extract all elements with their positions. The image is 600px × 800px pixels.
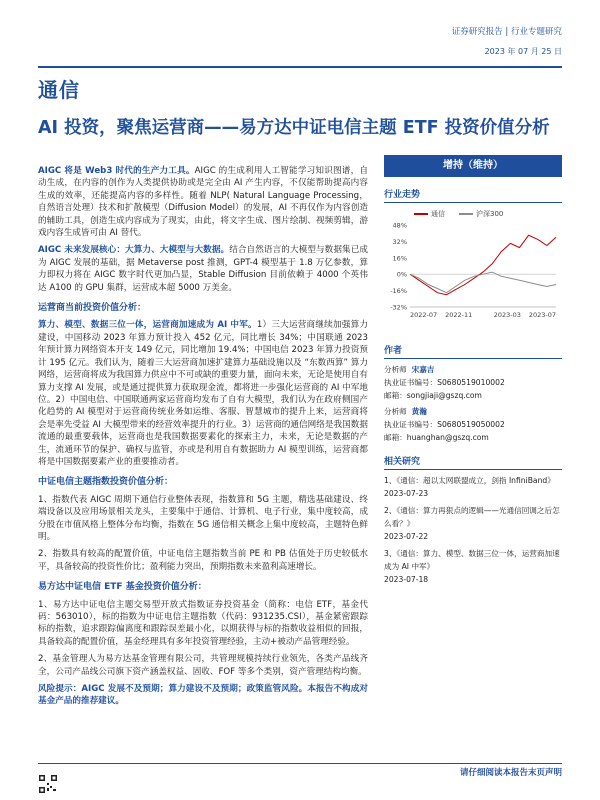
x-tick-label: 2023-03 bbox=[493, 311, 521, 319]
analyst-name: 黄瀚 bbox=[411, 407, 427, 416]
y-tick-label: 0% bbox=[396, 270, 407, 279]
rating-badge: 增持（维持） bbox=[384, 155, 562, 177]
y-tick-label: 32% bbox=[392, 237, 407, 246]
subhead-index: 中证电信主题指数投资价值分析： bbox=[38, 477, 174, 488]
cert-number: S0680519050002 bbox=[437, 420, 505, 429]
cert-label: 执业证书编号： bbox=[384, 378, 438, 387]
lead-aigc: AIGC 将是 Web3 时代的生产力工具。 bbox=[38, 166, 195, 176]
analyst-role: 分析师 bbox=[384, 365, 407, 374]
x-tick-label: 2022-07 bbox=[410, 311, 438, 319]
related-item[interactable] bbox=[384, 547, 562, 586]
mail-label: 邮箱： bbox=[384, 433, 407, 442]
report-type: 证券研究报告 | 行业专题研究 bbox=[451, 27, 562, 37]
related-date: 2023-07-22 bbox=[384, 532, 429, 541]
risk-lead: 风险提示： bbox=[38, 684, 82, 695]
y-tick-label: -32% bbox=[390, 303, 407, 312]
trend-chart bbox=[384, 219, 562, 329]
report-title: AI 投资，聚焦运营商——易方达中证电信主题 ETF 投资价值分析 bbox=[38, 118, 550, 138]
related-item[interactable] bbox=[384, 504, 562, 543]
x-tick-label: 2022-11 bbox=[445, 311, 473, 319]
footer-disclaimer[interactable]: 请仔细阅读本报告末页声明 bbox=[459, 768, 562, 778]
main-text-column bbox=[38, 165, 368, 713]
risk-warning bbox=[38, 683, 368, 708]
analyst-list bbox=[384, 363, 562, 444]
risk-body: AIGC 发展不及预期；算力建设不及预期；政策监管风险。本报告不构成对基金产品的推荐建议。 bbox=[38, 684, 368, 707]
body-operators: 1）三大运营商继续加强算力建设，中国移动 2023 年算力预计投入 452 亿元，同比增长 34%；中国联通 2023 年预计算力网络资本开支 149 亿元，同比增加 19.4%；中国电信 2023 年算力投资预计 195 亿元。我们认为，随着三大运营商加速扩建算力基础设施以及 “东数西算” 算力网络，运营商将成为我国算力供应中不可或缺的重要力量，面向未来，无论是使用自有算力支撑 AI 发展，或是通过提供算力获取现金流，都将进一步强化运营商的 AI 中军地位。2）中国电信、中国联通两家运营商均发布了自有大模型，我们认为在政府侧国产化趋势的 AI 模型对于运营商传统业务如运维、客服、智慧城市的提升上来，运营商将会是率先受益 AI 大模型带来的经营效率提升的行业。3）运营商的通信网络是我国数据流通的最重要载体，运营商也是我国数据要素化的探索主力，未来，无论是数据的产生，流通环节的保护、确权与监管，亦或是利用自有数据助力 AI 模型训练，运营商都将是中国数据要素产业的重要推动者。 bbox=[38, 320, 369, 467]
footer-divider bbox=[38, 763, 562, 764]
paragraph-operators bbox=[38, 319, 368, 468]
paragraph-core bbox=[38, 244, 368, 294]
analyst-email[interactable]: songjiaji@gszq.com bbox=[406, 391, 482, 400]
related-date: 2023-07-18 bbox=[384, 575, 429, 584]
legend-swatch-telecom bbox=[414, 213, 428, 215]
paragraph-index-1: 1、指数代表 AIGC 周期下通信行业整体表现，指数算和 5G 主题，精选基础建设、终端设备以及应用场景相关龙头，主要集中于通信、计算机、电子行业，集中度较高，成分股在市值风格上整体分布均衡，指数在 5G 通信相关概念上集中度较高，主题特色鲜明。 bbox=[38, 494, 368, 542]
related-title: 3、《通信：算力、模型、数据三位一体，运营商加速成为 AI 中军》 bbox=[384, 549, 560, 571]
analyst-1 bbox=[384, 363, 562, 402]
sidebar bbox=[384, 155, 562, 590]
lead-core: AIGC 未来发展核心：大算力、大模型与大数据。 bbox=[38, 245, 230, 256]
analyst-2 bbox=[384, 405, 562, 444]
related-date: 2023-07-23 bbox=[384, 489, 429, 498]
header-meta bbox=[452, 26, 562, 58]
trend-heading: 行业走势 bbox=[384, 187, 562, 203]
legend-swatch-csi300 bbox=[459, 213, 473, 215]
paragraph-etf-1: 1、易方达中证电信主题交易型开放式指数证券投资基金（简称：电信 ETF，基金代码：563010），标的指数为中证电信主题指数（代码：931235.CSI），基金紧密跟踪标的指数，追求跟踪偏离度和跟踪误差最小化，以期获得与标的指数收益相似的回报，具备较高的配置价值，基金经理具有多年投资管理经验，主动+被动产品管理经验。 bbox=[38, 599, 368, 647]
related-title: 2、《通信：算力再狠点的逻辑——光通信回调之后怎么看？》 bbox=[384, 506, 560, 528]
y-tick-label: 16% bbox=[392, 254, 407, 263]
cert-label: 执业证书编号： bbox=[384, 420, 438, 429]
x-tick-label: 2023-07 bbox=[528, 311, 556, 319]
legend-label-telecom: 通信 bbox=[431, 210, 445, 218]
analyst-name: 宋嘉吉 bbox=[411, 365, 435, 374]
report-date: 2023 年 07 月 25 日 bbox=[484, 47, 562, 56]
mail-label: 邮箱： bbox=[384, 391, 407, 400]
y-tick-label: 48% bbox=[392, 221, 407, 230]
sector-title: 通信 bbox=[38, 78, 80, 102]
legend-label-csi300: 沪深300 bbox=[476, 210, 504, 218]
related-list bbox=[384, 474, 562, 586]
body-core: 结合自然语言的大模型与数据集已成为 AIGC 发展的基础，据 Metaverse post 推测，GPT-4 模型基于 1.8 万亿参数，算力即权力将在 AIGC 数字时代更加凸显，Stable Diffusion 目前依赖于 4000 个英伟达 A100 的 GPU 集群，运营成本超 5000 万美金。 bbox=[38, 245, 368, 293]
analyst-email[interactable]: huanghan@gszq.com bbox=[406, 433, 489, 442]
legend-item-csi300 bbox=[459, 209, 503, 219]
related-title: 1、《通信：超以太网联盟成立，剑指 InfiniBand》 bbox=[384, 476, 555, 485]
paragraph-index-2: 2、指数具有较高的配置价值，中证电信主题指数当前 PE 和 PB 估值处于历史较低水平，具备较高的投资性价比；盈利能力突出，预期指数未来盈利高速增长。 bbox=[38, 549, 368, 572]
y-tick-label: -16% bbox=[390, 287, 407, 296]
series-line bbox=[410, 272, 556, 293]
related-item[interactable] bbox=[384, 474, 562, 500]
subhead-operators: 运营商当前投资价值分析： bbox=[38, 303, 147, 314]
subhead-etf: 易方达中证电信 ETF 基金投资价值分析： bbox=[38, 582, 207, 593]
analyst-heading: 作者 bbox=[384, 343, 562, 359]
analyst-role: 分析师 bbox=[384, 407, 407, 416]
legend-item-telecom bbox=[414, 209, 445, 219]
paragraph-aigc bbox=[38, 165, 368, 239]
related-heading: 相关研究 bbox=[384, 454, 562, 470]
header-divider bbox=[38, 66, 562, 68]
chart-legend bbox=[384, 209, 562, 219]
lead-operators: 算力、模型、数据三位一体，运营商加速成为 AI 中军。 bbox=[38, 320, 257, 331]
cert-number: S0680519010002 bbox=[437, 378, 505, 387]
paragraph-etf-2: 2、基金管理人为易方达基金管理有限公司，共管理规模持续行业领先，各类产品线齐全，公司产品线公司旗下资产涵盖权益、固收、FOF 等多个类别，资产管理结构均衡。 bbox=[38, 654, 368, 677]
body-aigc: AIGC 的生成利用人工智能学习知识图谱，自动生成，在内容的创作为人类提供协助或是完全由 AI 产生内容，不仅能帮助提高内容生成的效率，还能提高内容的多样性。随着 NLP( Natural Language Processing，自然语言处理）技术和扩散模型（Diffusion Model）的发展，AI 不再仅作为内容创造的辅助工具，创造生成内容成为了现实，由此，将文字生成、图片绘制、视频剪辑，游戏内容生成皆可由 AI 替代。 bbox=[38, 166, 368, 239]
